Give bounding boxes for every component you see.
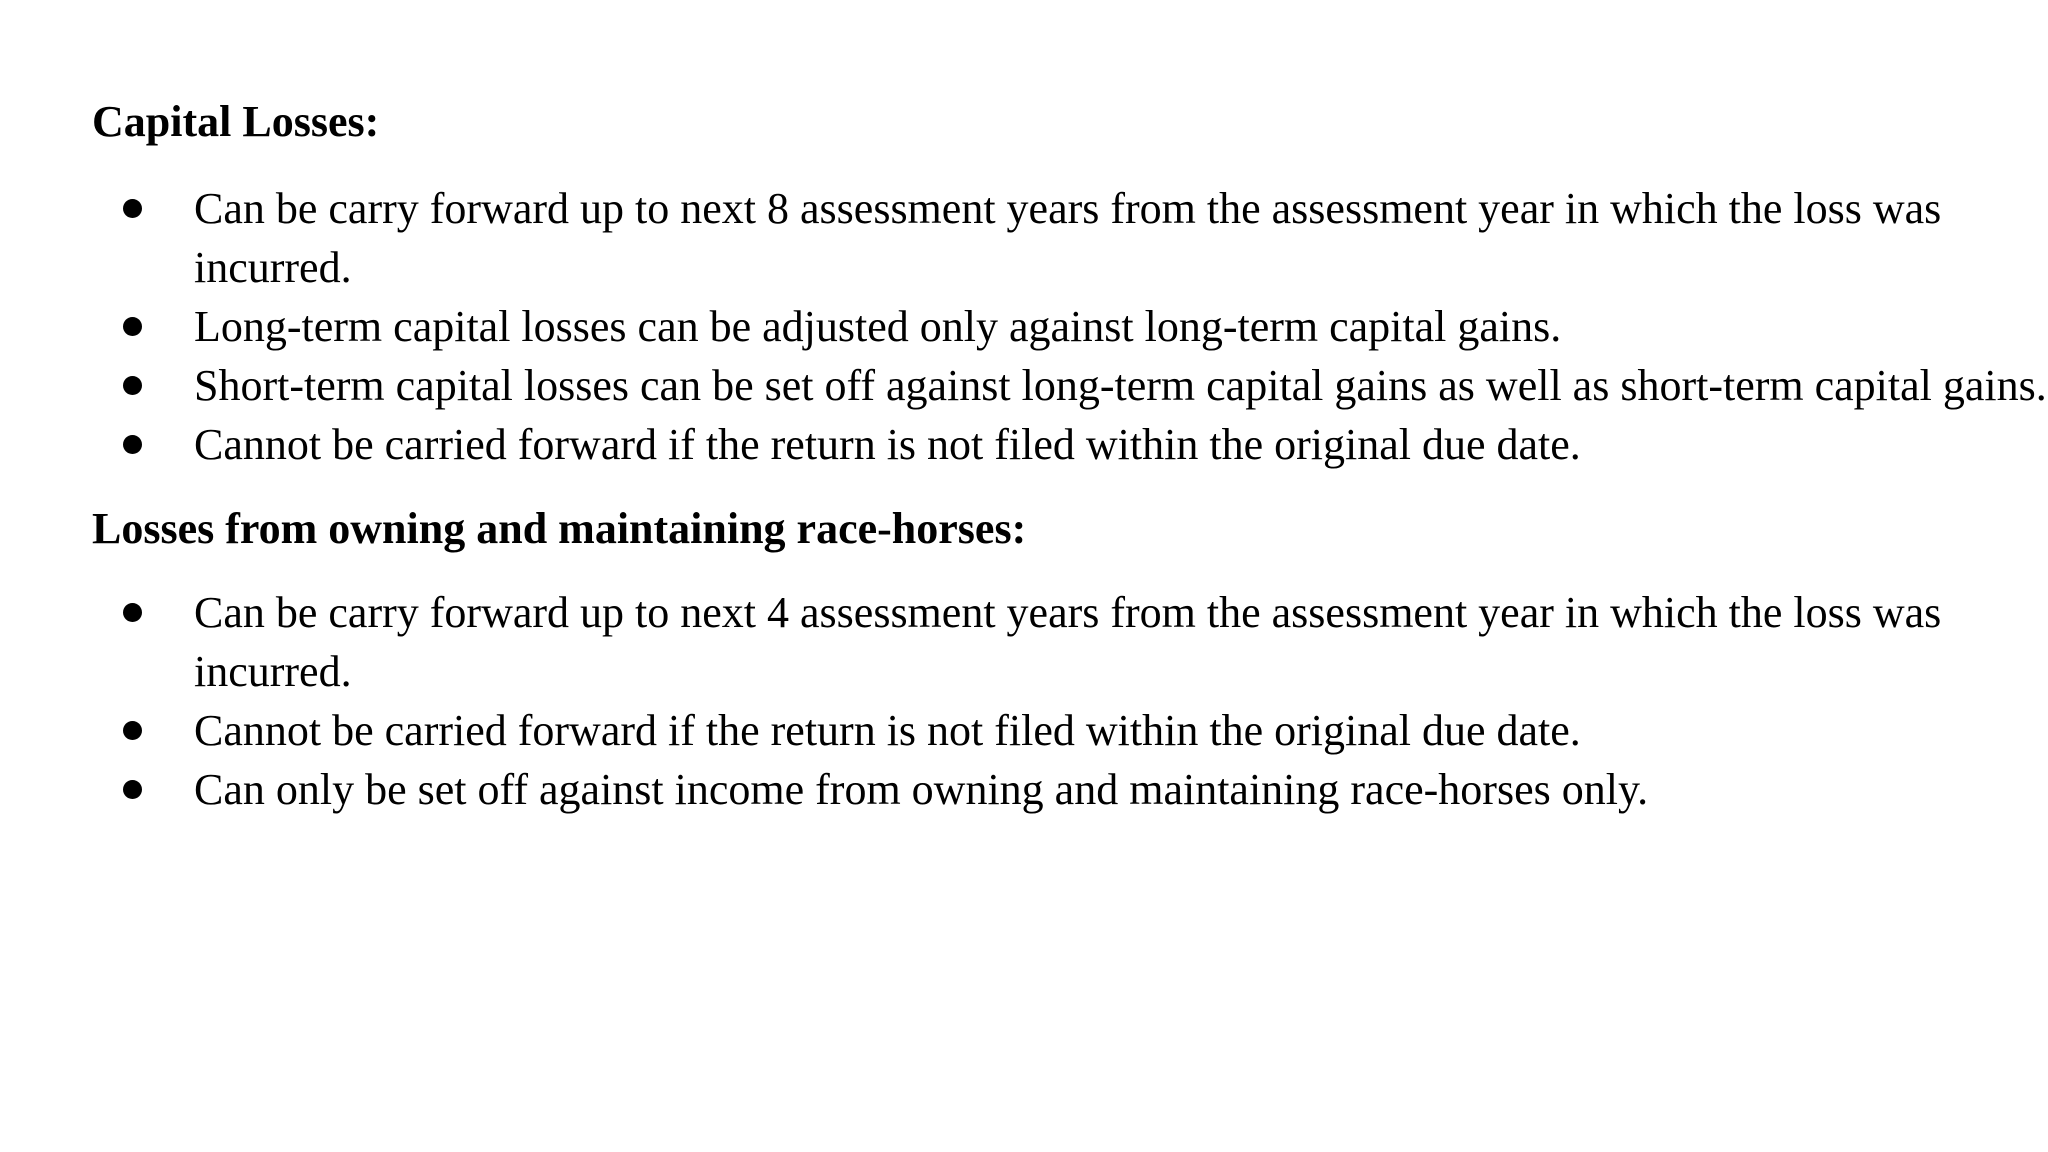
- list-item: [92, 179, 2048, 297]
- list-item-text: Can be carry forward up to next 8 assessment years from the assessment year in which the loss was incurred.: [194, 184, 1942, 292]
- list-item: [92, 760, 2048, 819]
- list-item-text: Can be carry forward up to next 4 assessment years from the assessment year in which the loss was incurred.: [194, 588, 1942, 696]
- bullet-icon: [123, 603, 142, 622]
- capital-losses-list: [92, 179, 2047, 474]
- bullet-icon: [123, 435, 142, 454]
- list-item-text: Long-term capital losses can be adjusted only against long-term capital gains.: [194, 302, 1562, 351]
- bullet-icon: [123, 199, 142, 218]
- list-item-text: Short-term capital losses can be set off against long-term capital gains as well as short-term capital gains.: [194, 361, 2047, 410]
- list-item-text: Cannot be carried forward if the return is not filed within the original due date.: [194, 420, 1581, 469]
- bullet-icon: [123, 721, 142, 740]
- bullet-icon: [123, 317, 142, 336]
- bullet-icon: [123, 780, 142, 799]
- bullet-icon: [123, 376, 142, 395]
- list-item: [92, 415, 2048, 474]
- list-item-text: Can only be set off against income from owning and maintaining race-horses only.: [194, 765, 1649, 814]
- list-item: [92, 583, 2048, 701]
- list-item: [92, 356, 2048, 415]
- race-horses-list: [92, 583, 1992, 819]
- section-heading-race-horses: Losses from owning and maintaining race-horses:: [92, 504, 1027, 553]
- list-item: [92, 701, 2048, 760]
- section-heading-capital-losses: Capital Losses:: [92, 97, 380, 146]
- list-item: [92, 297, 2048, 356]
- list-item-text: Cannot be carried forward if the return is not filed within the original due date.: [194, 706, 1581, 755]
- document-content: [92, 92, 2047, 819]
